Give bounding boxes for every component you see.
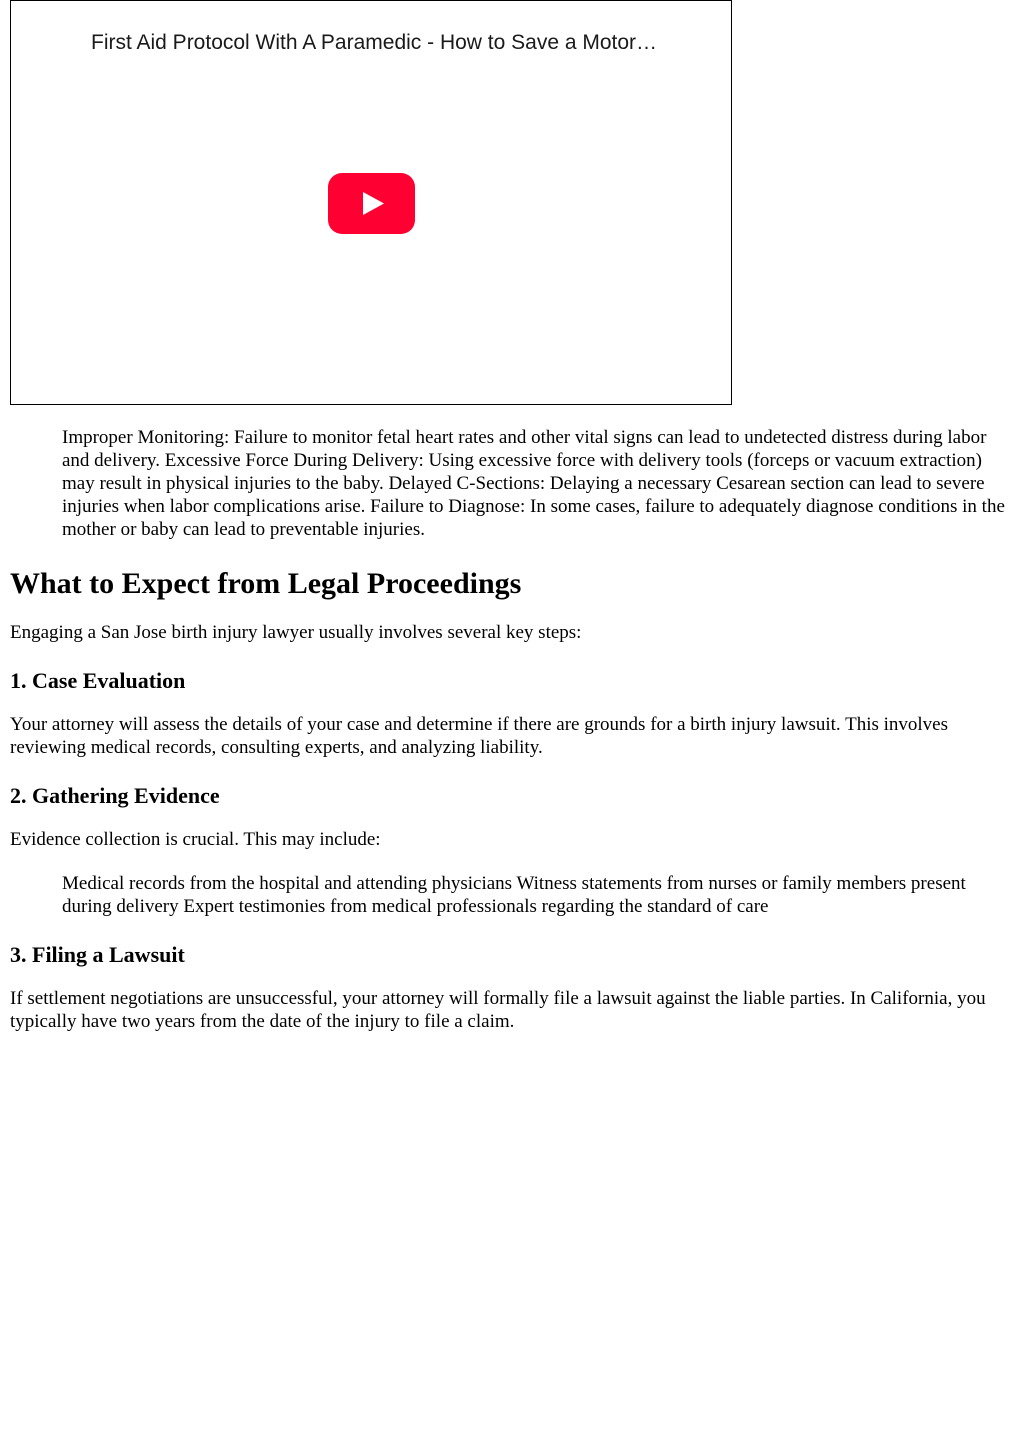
step-heading-filing-lawsuit: 3. Filing a Lawsuit <box>10 942 185 967</box>
video-title[interactable]: First Aid Protocol With A Paramedic - How to Save a Motor… <box>91 31 658 54</box>
step-text-gathering-evidence: Evidence collection is crucial. This may include: <box>10 829 381 850</box>
section-intro: Engaging a San Jose birth injury lawyer usually involves several key steps: <box>10 622 582 643</box>
injury-causes-text: Improper Monitoring: Failure to monitor fetal heart rates and other vital signs can lead to undetected distress during labor and delivery. Excessive Force During Delivery: Using excessive force with delivery tools (forceps or vacuum extraction) may result in physical injuries to the baby. Delayed C-Sections: Delaying a necessary Cesarean section can lead to severe injuries when labor complications arise. Failure to Diagnose: In some cases, failure to adequately diagnose conditions in the mother or baby can lead to preventable injuries. <box>62 427 1005 540</box>
evidence-list-text: Medical records from the hospital and attending physicians Witness statements from nurses or family members present during delivery Expert testimonies from medical professionals regarding the standard of care <box>62 873 966 917</box>
step-heading-case-evaluation: 1. Case Evaluation <box>10 668 186 693</box>
injury-causes-list <box>10 426 1016 541</box>
play-button[interactable] <box>328 173 415 234</box>
evidence-list <box>10 872 1016 918</box>
step-text-case-evaluation: Your attorney will assess the details of your case and determine if there are grounds for a birth injury lawsuit. This involves reviewing medical records, consulting experts, and analyzing liability. <box>10 714 949 758</box>
step-heading-gathering-evidence: 2. Gathering Evidence <box>10 783 220 808</box>
step-text-filing-lawsuit: If settlement negotiations are unsuccessful, your attorney will formally file a lawsuit against the liable parties. In California, you typically have two years from the date of the injury to file a claim. <box>10 988 986 1032</box>
article-content <box>10 0 1016 1033</box>
section-heading: What to Expect from Legal Proceedings <box>10 567 522 600</box>
play-icon <box>328 173 415 234</box>
video-embed[interactable] <box>10 0 732 405</box>
